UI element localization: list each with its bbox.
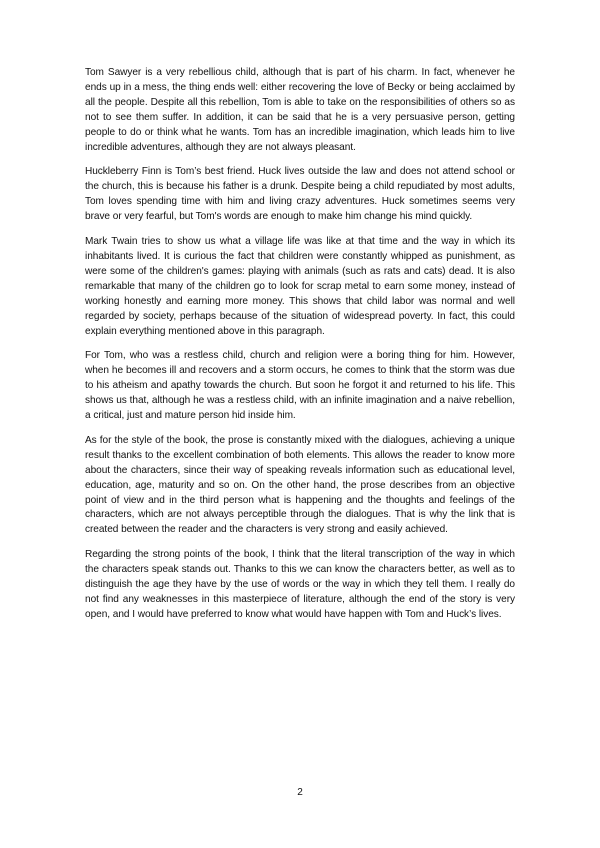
- paragraph-religion: For Tom, who was a restless child, church and religion were a boring thing for him. However, when he becomes ill and recovers and a storm occurs, he comes to think that the storm was due to his atheism and apathy towards the church. But soon he forgot it and returned to his life. This shows us that, although he was a restless child, with an infinite imagination and a naive rebellion, a critical, just and mature person hid inside him.: [85, 350, 515, 422]
- paragraph-huckleberry-finn: Huckleberry Finn is Tom’s best friend. Huck lives outside the law and does not attend school or the church, this is because his father is a drunk. Despite being a child repudiated by most adults, Tom loves spending time with him and living crazy adventures. Huck sometimes seems very brave or very fearful, but Tom's words are enough to make him change his mind quickly.: [85, 166, 515, 223]
- paragraph-style: As for the style of the book, the prose is constantly mixed with the dialogues, achieving a unique result thanks to the excellent combination of both elements. This allows the reader to know more about the characters, since their way of speaking reveals information such as educational level, education, age, maturity and so on. On the other hand, the prose describes from an objective point of view and in the third person what is happening and the thoughts and feelings of the characters, which are not always perceptible through the dialogues. That is why the link that is created between the reader and the characters is very strong and easily achieved.: [85, 434, 515, 536]
- paragraph-strong-points: Regarding the strong points of the book, I think that the literal transcription of the way in which the characters speak stands out. Thanks to this we can know the characters better, as well as to distinguish the age they have by the use of words or the way in which they tell them. I really do not find any weaknesses in this masterpiece of literature, although the end of the story is very open, and I would have preferred to know what would have happen with Tom and Huck’s lives.: [85, 549, 515, 620]
- page-number: 2: [297, 787, 303, 798]
- paragraph-tom-sawyer: Tom Sawyer is a very rebellious child, although that is part of his charm. In fact, whenever he ends up in a mess, the thing ends well: either recovering the love of Becky or being acclaimed by all the people. Despite all this rebellion, Tom is able to take on the responsibilities of others so as not to see them suffer. In addition, it can be said that he is a very persuasive person, getting people to do or think what he wants. Tom has an incredible imagination, which leads him to live incredible adventures, although they are not always pleasant.: [85, 67, 515, 153]
- document-page: [85, 66, 515, 633]
- paragraph-village-life: Mark Twain tries to show us what a village life was like at that time and the way in which its inhabitants lived. It is curious the fact that children were constantly whipped as punishment, as were some of the children's games: playing with animals (such as rats and cats) dead. It is also remarkable that many of the children go to look for scrap metal to earn some money, instead of working honestly and earning more money. This shows that child labor was normal and well regarded by society, perhaps because of the situation of widespread poverty. In fact, this could explain everything mentioned above in this paragraph.: [85, 236, 515, 337]
